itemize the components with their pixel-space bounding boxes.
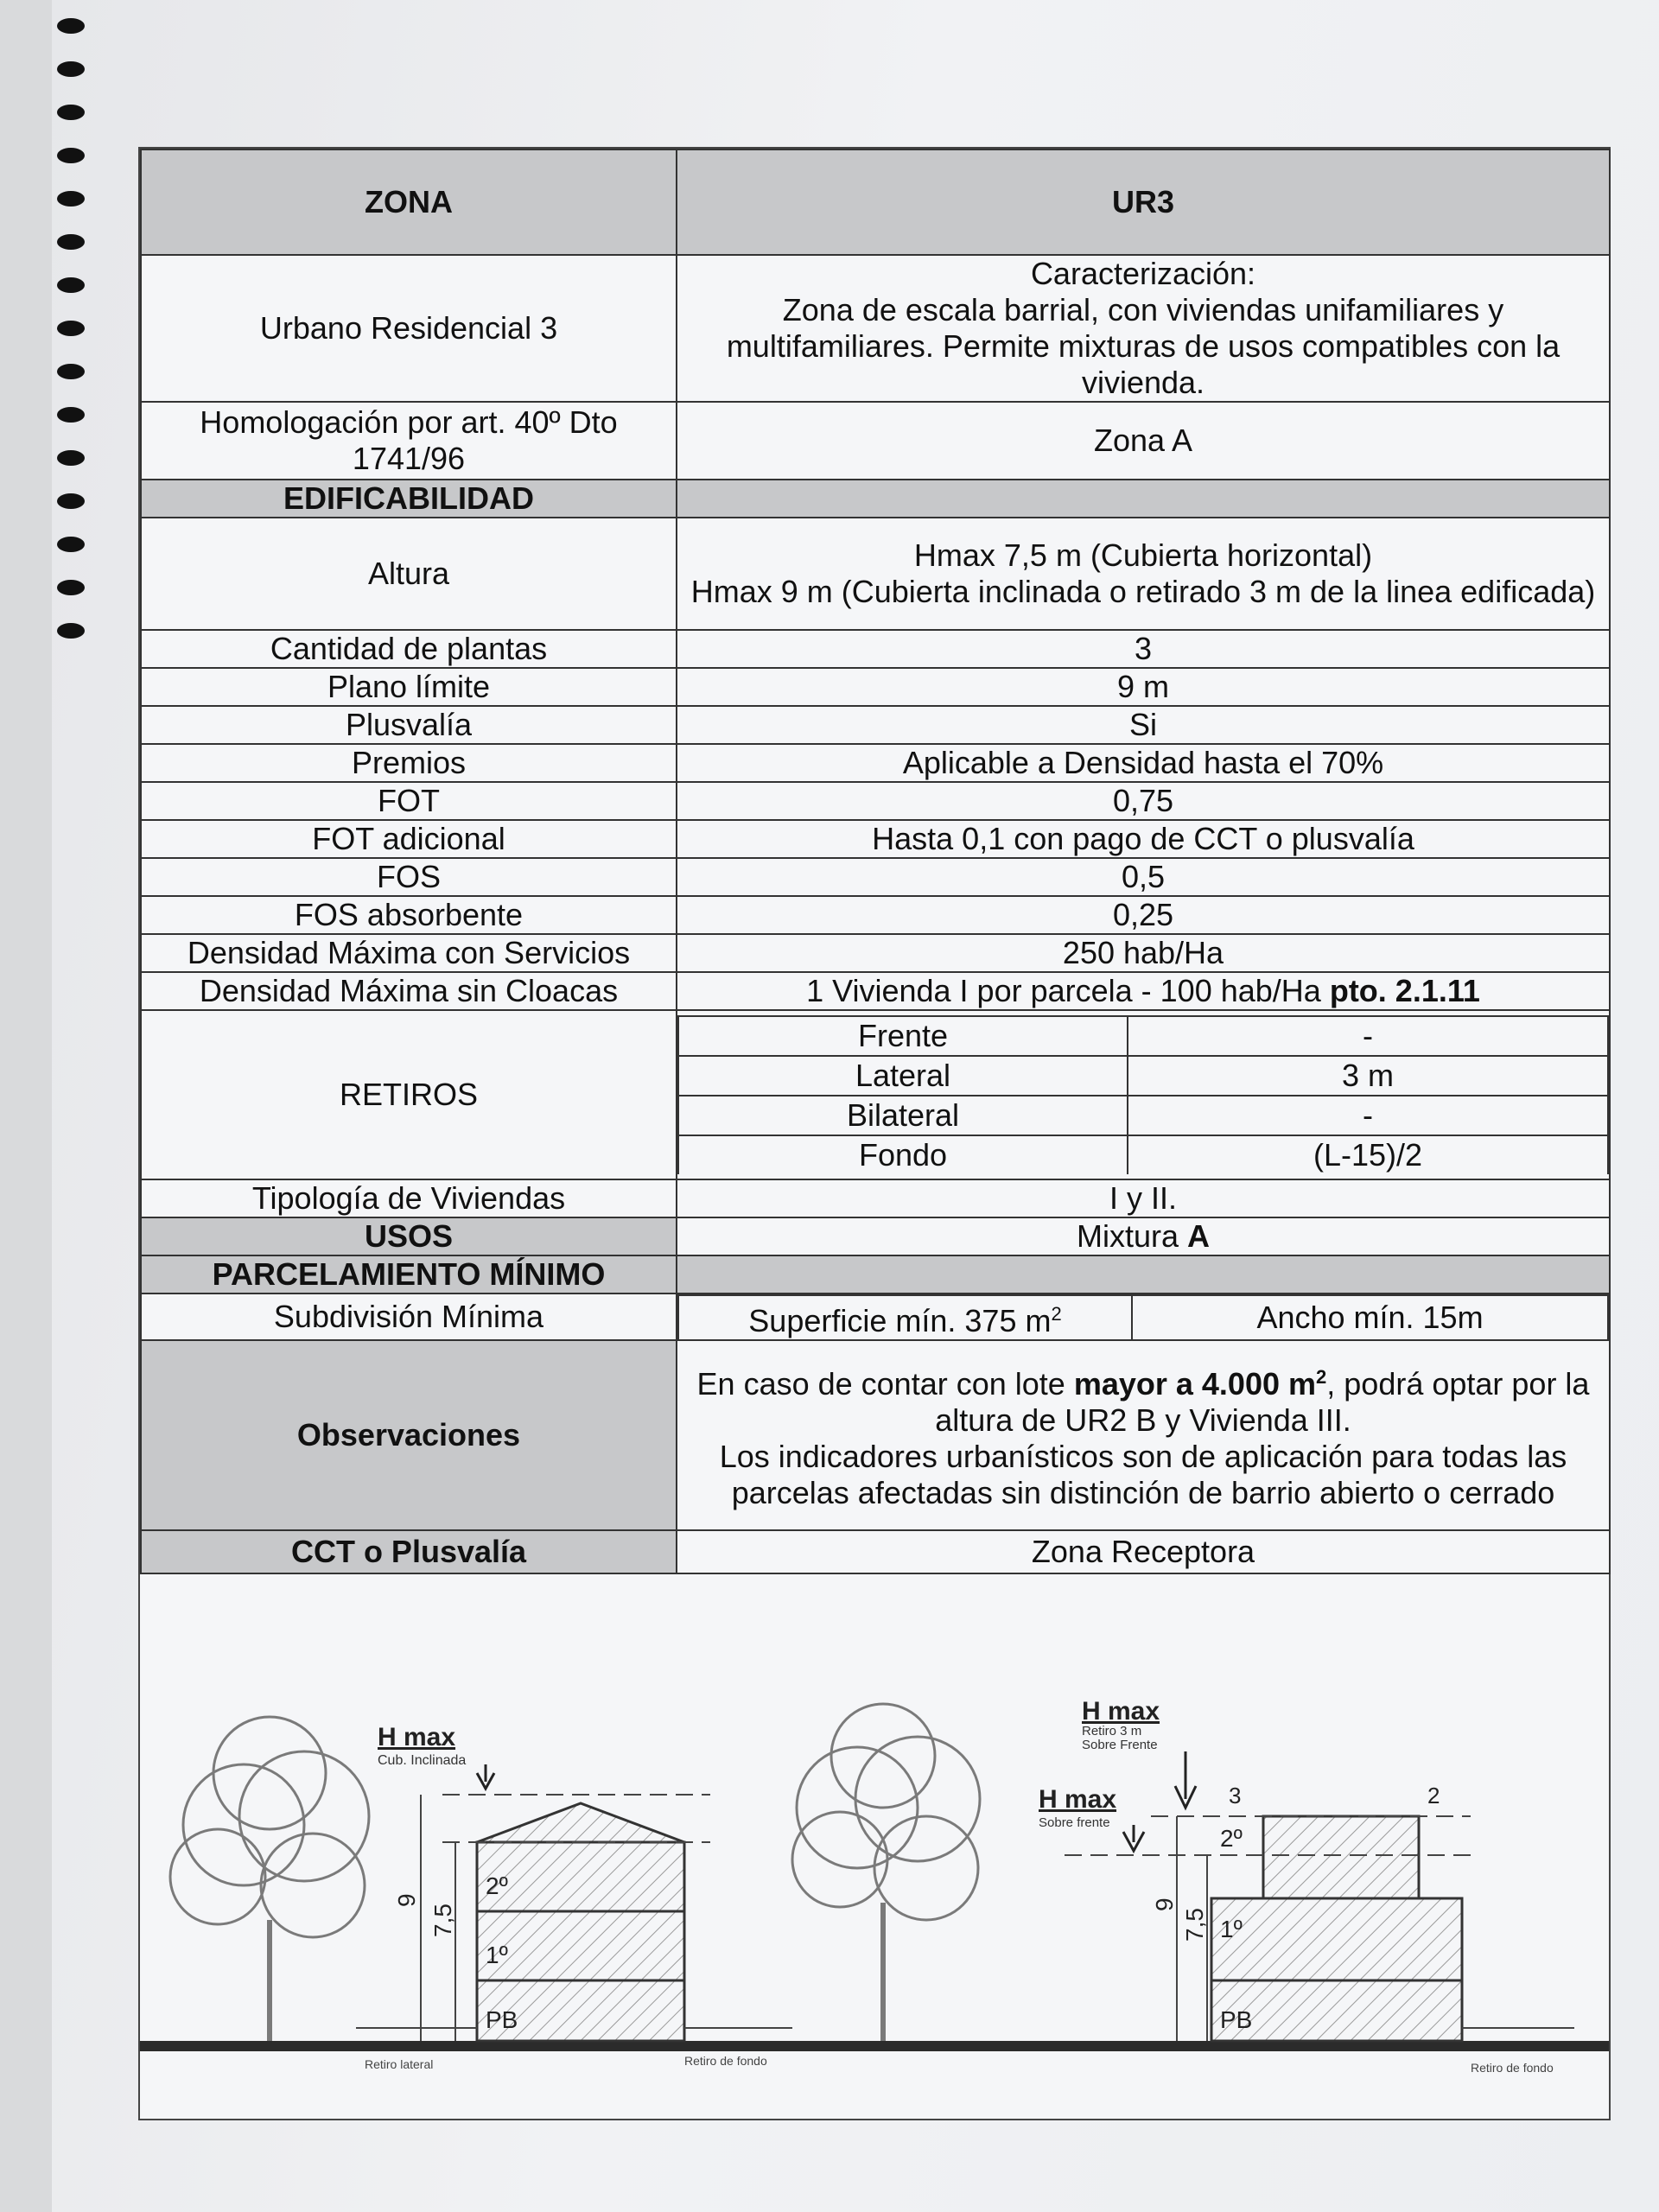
edificabilidad-section-row (141, 480, 1610, 518)
sin-cloacas-label: Densidad Máxima sin Cloacas (141, 972, 677, 1010)
tipologia-value: I y II. (677, 1179, 1610, 1217)
param-row (141, 782, 1610, 820)
right-floor-2 (1263, 1816, 1419, 1898)
tree-right (792, 1704, 980, 2041)
observaciones-p1-a: En caso de contar con lote (696, 1366, 1065, 1402)
caracterizacion-title: Caracterización: (1030, 256, 1256, 291)
superficie-min (678, 1295, 1132, 1339)
building-left (477, 1803, 684, 2041)
header-row (141, 149, 1610, 255)
param-row (141, 706, 1610, 744)
building-right (1211, 1816, 1462, 2041)
ground-line (140, 2041, 1609, 2051)
altura-value (677, 518, 1610, 630)
superficie-sup: 2 (1051, 1303, 1062, 1325)
right-hmax-top-arrow (1175, 1751, 1196, 1808)
superficie-text: Superficie mín. 375 m (748, 1303, 1052, 1338)
zona-code: UR3 (677, 149, 1610, 255)
retiro-value: (L-15)/2 (1128, 1135, 1608, 1174)
sin-cloacas-ref: pto. 2.1.11 (1329, 973, 1480, 1008)
param-label: FOT (141, 782, 677, 820)
retiros-label: RETIROS (141, 1010, 677, 1179)
altura-line-2: Hmax 9 m (Cubierta inclinada o retirado 3 m de la linea edificada) (690, 574, 1596, 609)
cct-label: CCT o Plusvalía (141, 1530, 677, 1573)
altura-label: Altura (141, 518, 677, 630)
param-value: Si (677, 706, 1610, 744)
retiro-name: Bilateral (678, 1096, 1128, 1135)
homologacion-value: Zona A (677, 402, 1610, 480)
usos-value-bold: A (1187, 1218, 1211, 1254)
param-row (141, 820, 1610, 858)
retiro-row (678, 1016, 1608, 1056)
right-dim-2: 2 (1427, 1783, 1440, 1808)
usos-value-prefix: Mixtura (1076, 1218, 1179, 1254)
param-label: Densidad Máxima con Servicios (141, 934, 677, 972)
param-label: Premios (141, 744, 677, 782)
param-label: FOS absorbente (141, 896, 677, 934)
retiros-row (141, 1010, 1610, 1179)
observaciones-p1-sup: 2 (1316, 1366, 1327, 1388)
left-label-2: 2º (486, 1872, 508, 1899)
param-value: 3 (677, 630, 1610, 668)
param-value: Hasta 0,1 con pago de CCT o plusvalía (677, 820, 1610, 858)
observaciones-p1 (684, 1359, 1602, 1439)
right-label-pb: PB (1220, 2006, 1253, 2033)
retiro-value: - (1128, 1016, 1608, 1056)
sin-cloacas-text: 1 Vivienda I por parcela - 100 hab/Ha (806, 973, 1321, 1008)
tipologia-label: Tipología de Viviendas (141, 1179, 677, 1217)
left-dim-75-label: 7,5 (429, 1904, 456, 1937)
usos-value (677, 1217, 1610, 1255)
right-hmax-mid: H max (1039, 1785, 1117, 1814)
caracterizacion-cell (677, 255, 1610, 402)
zoning-table (140, 149, 1611, 1574)
retiro-name: Fondo (678, 1135, 1128, 1174)
param-value: 0,5 (677, 858, 1610, 896)
left-retiro-lateral: Retiro lateral (365, 2057, 434, 2071)
param-row (141, 744, 1610, 782)
left-retiro-fondo: Retiro de fondo (684, 2054, 767, 2068)
parcelamiento-heading-spacer (677, 1255, 1610, 1294)
altura-row (141, 518, 1610, 630)
retiro-row (678, 1056, 1608, 1096)
subdivision-label: Subdivisión Mínima (141, 1294, 677, 1340)
left-hmax-arrow (477, 1764, 494, 1789)
param-label: FOS (141, 858, 677, 896)
right-hmax-mid-arrow (1123, 1825, 1144, 1851)
param-row (141, 858, 1610, 896)
param-label: FOT adicional (141, 820, 677, 858)
observaciones-p1-bold: mayor a 4.000 m (1073, 1366, 1317, 1402)
retiros-cell (677, 1010, 1610, 1179)
param-value: 0,75 (677, 782, 1610, 820)
usos-row (141, 1217, 1610, 1255)
left-floor-1 (477, 1911, 684, 1980)
sin-cloacas-row (141, 972, 1610, 1010)
caracterizacion-text: Zona de escala barrial, con viviendas unifamiliares y multifamiliares. Permite mixturas de usos compatibles con la vivienda. (726, 292, 1560, 400)
left-hmax-note: Cub. Inclinada (378, 1753, 467, 1768)
retiros-table (677, 1015, 1609, 1174)
right-dim-9-label: 9 (1151, 1897, 1178, 1911)
zona-label: ZONA (141, 149, 677, 255)
param-label: Plano límite (141, 668, 677, 706)
right-hmax-top-note-1: Retiro 3 m (1082, 1724, 1142, 1738)
right-label-1: 1º (1220, 1916, 1243, 1942)
homologacion-label: Homologación por art. 40º Dto 1741/96 (141, 402, 677, 480)
retiro-name: Lateral (678, 1056, 1128, 1096)
parcelamiento-heading: PARCELAMIENTO MÍNIMO (141, 1255, 677, 1294)
zone-name: Urbano Residencial 3 (141, 255, 677, 402)
retiro-row (678, 1096, 1608, 1135)
param-value: 9 m (677, 668, 1610, 706)
left-dim-9-label: 9 (393, 1893, 420, 1907)
subdivision-table (677, 1294, 1609, 1339)
right-retiro-fondo: Retiro de fondo (1471, 2061, 1554, 2075)
param-value: Aplicable a Densidad hasta el 70% (677, 744, 1610, 782)
param-row (141, 934, 1610, 972)
altura-line-1: Hmax 7,5 m (Cubierta horizontal) (913, 537, 1373, 573)
right-hmax-top: H max (1082, 1697, 1160, 1726)
document-page (52, 0, 1659, 2212)
right-dim-3: 3 (1229, 1783, 1242, 1808)
sin-cloacas-value (677, 972, 1610, 1010)
tipologia-row (141, 1179, 1610, 1217)
edificabilidad-heading-spacer (677, 480, 1610, 518)
cct-value: Zona Receptora (677, 1530, 1610, 1573)
observaciones-label: Observaciones (141, 1340, 677, 1530)
observaciones-p2: Los indicadores urbanísticos son de aplicación para todas las parcelas afectadas sin distinción de barrio abierto o cerrado (719, 1439, 1567, 1510)
right-dim-75-label: 7,5 (1181, 1908, 1208, 1942)
left-floor-2 (477, 1842, 684, 1911)
observaciones-p1-b: , podrá optar por la altura de UR2 B y Vivienda III. (935, 1366, 1590, 1438)
retiro-name: Frente (678, 1016, 1128, 1056)
param-row (141, 668, 1610, 706)
subdivision-cell (677, 1294, 1610, 1340)
edificabilidad-heading: EDIFICABILIDAD (141, 480, 677, 518)
subdivision-values (678, 1295, 1608, 1339)
left-label-pb: PB (486, 2006, 518, 2033)
observaciones-row (141, 1340, 1610, 1530)
parcelamiento-section-row (141, 1255, 1610, 1294)
usos-label: USOS (141, 1217, 677, 1255)
retiro-value: 3 m (1128, 1056, 1608, 1096)
right-floor-1 (1211, 1898, 1462, 1980)
spiral-binding (52, 0, 100, 2212)
param-value: 0,25 (677, 896, 1610, 934)
param-value: 250 hab/Ha (677, 934, 1610, 972)
param-row (141, 630, 1610, 668)
right-hmax-mid-note: Sobre frente (1039, 1815, 1110, 1830)
retiro-value: - (1128, 1096, 1608, 1135)
param-row (141, 896, 1610, 934)
left-hmax: H max (378, 1723, 456, 1751)
param-label: Plusvalía (141, 706, 677, 744)
subdivision-row (141, 1294, 1610, 1340)
left-roof (477, 1803, 684, 1842)
right-hmax-top-note-2: Sobre Frente (1082, 1738, 1158, 1752)
ancho-min: Ancho mín. 15m (1132, 1295, 1608, 1339)
caracterizacion-row (141, 255, 1610, 402)
zoning-sheet (138, 147, 1611, 2120)
height-diagram (140, 1557, 1609, 2119)
right-label-2: 2º (1220, 1825, 1243, 1852)
retiro-row (678, 1135, 1608, 1174)
left-label-1: 1º (486, 1942, 508, 1968)
param-label: Cantidad de plantas (141, 630, 677, 668)
homologacion-row (141, 402, 1610, 480)
observaciones-text (677, 1340, 1610, 1530)
tree-left (170, 1717, 369, 2041)
